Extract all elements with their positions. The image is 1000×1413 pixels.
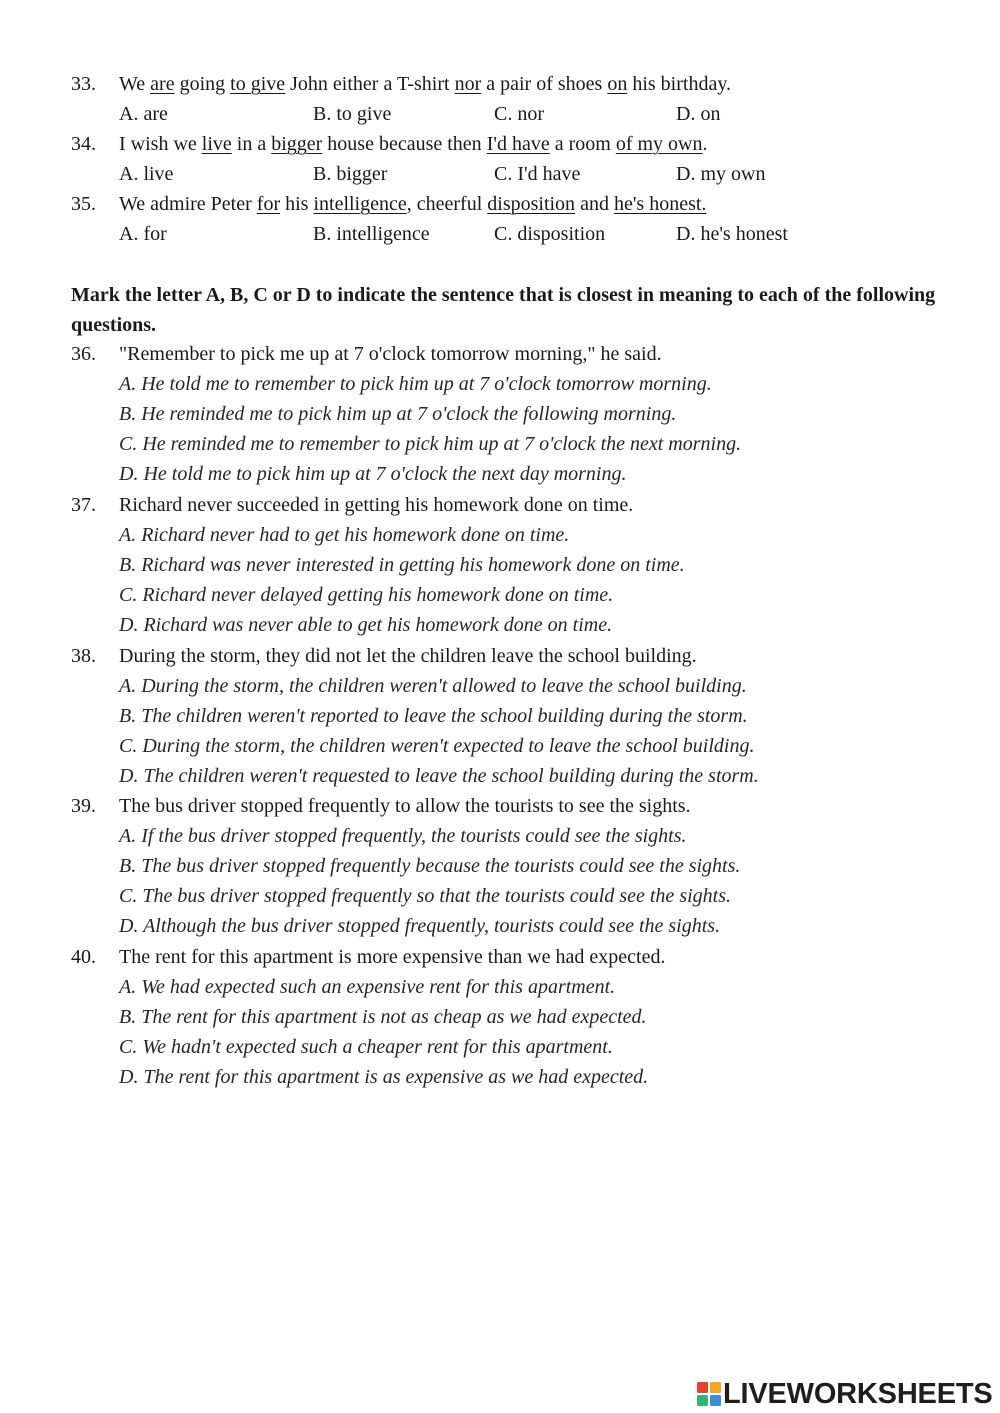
option-a[interactable]: A. During the storm, the children weren't allowed to leave the school building. (119, 675, 747, 697)
underlined-part: nor (454, 73, 482, 95)
option-d[interactable]: D. The rent for this apartment is as expensive as we had expected. (119, 1066, 649, 1088)
underlined-part: are (150, 73, 175, 95)
option-c[interactable]: C. disposition (494, 223, 606, 245)
option-d[interactable]: D. Although the bus driver stopped frequently, tourists could see the sights. (119, 915, 721, 937)
section-instruction: Mark the letter A, B, C or D to indicate the sentence that is closest in meaning to each of the following questions. (71, 284, 936, 336)
question-stem: "Remember to pick me up at 7 o'clock tomorrow morning," he said. (119, 343, 662, 365)
option-d[interactable]: D. He told me to pick him up at 7 o'clock the next day morning. (119, 463, 627, 485)
question-stem: Richard never succeeded in getting his homework done on time. (119, 494, 634, 516)
underlined-part: for (256, 193, 281, 215)
question-number: 40. (71, 946, 96, 968)
option-a[interactable]: A. for (119, 223, 167, 245)
question-number: 39. (71, 795, 96, 817)
question-number: 33. (71, 73, 96, 95)
question-number: 38. (71, 645, 96, 667)
underlined-part: to give (230, 73, 286, 95)
option-d[interactable]: D. on (676, 103, 721, 125)
option-c[interactable]: C. I'd have (494, 163, 581, 185)
option-b[interactable]: B. The children weren't reported to leave the school building during the storm. (119, 705, 748, 727)
question-stem: We admire Peter for his intelligence, cheerful disposition and he's honest. (119, 193, 707, 215)
option-c[interactable]: C. Richard never delayed getting his homework done on time. (119, 584, 614, 606)
option-d[interactable]: D. Richard was never able to get his homework done on time. (119, 614, 613, 636)
question-stem: I wish we live in a bigger house because then I'd have a room of my own. (119, 133, 708, 155)
question-stem: We are going to give John either a T-shirt nor a pair of shoes on his birthday. (119, 73, 732, 95)
question-number: 37. (71, 494, 96, 516)
underlined-part: live (201, 133, 232, 155)
question-stem: The bus driver stopped frequently to allow the tourists to see the sights. (119, 795, 691, 817)
option-b[interactable]: B. bigger (313, 163, 388, 185)
logo-blocks-icon (697, 1382, 721, 1406)
underlined-part: I'd have (486, 133, 550, 155)
underlined-part: of my own (615, 133, 703, 155)
option-c[interactable]: C. nor (494, 103, 544, 125)
option-a[interactable]: A. If the bus driver stopped frequently, the tourists could see the sights. (119, 825, 687, 847)
option-a[interactable]: A. We had expected such an expensive rent for this apartment. (119, 976, 616, 998)
underlined-part: bigger (271, 133, 323, 155)
question-stem: During the storm, they did not let the children leave the school building. (119, 645, 697, 667)
underlined-part: on (607, 73, 628, 95)
underlined-part: he's honest. (613, 193, 707, 215)
option-b[interactable]: B. to give (313, 103, 392, 125)
option-d[interactable]: D. my own (676, 163, 766, 185)
option-d[interactable]: D. he's honest (676, 223, 788, 245)
option-b[interactable]: B. The bus driver stopped frequently because the tourists could see the sights. (119, 855, 741, 877)
logo-block (710, 1382, 721, 1393)
logo-block (697, 1395, 708, 1406)
option-c[interactable]: C. He reminded me to remember to pick him up at 7 o'clock the next morning. (119, 433, 742, 455)
underlined-part: disposition (487, 193, 576, 215)
option-c[interactable]: C. We hadn't expected such a cheaper rent for this apartment. (119, 1036, 613, 1058)
logo-block (697, 1382, 708, 1393)
underlined-part: intelligence (313, 193, 407, 215)
option-b[interactable]: B. intelligence (313, 223, 430, 245)
logo-block (710, 1395, 721, 1406)
option-c[interactable]: C. The bus driver stopped frequently so that the tourists could see the sights. (119, 885, 731, 907)
question-number: 35. (71, 193, 96, 215)
option-d[interactable]: D. The children weren't requested to leave the school building during the storm. (119, 765, 759, 787)
option-a[interactable]: A. Richard never had to get his homework done on time. (119, 524, 570, 546)
liveworksheets-logo[interactable] (697, 1377, 993, 1411)
question-number: 34. (71, 133, 96, 155)
question-stem: The rent for this apartment is more expensive than we had expected. (119, 946, 666, 968)
option-a[interactable]: A. He told me to remember to pick him up at 7 o'clock tomorrow morning. (119, 373, 712, 395)
option-b[interactable]: B. Richard was never interested in getting his homework done on time. (119, 554, 685, 576)
option-a[interactable]: A. live (119, 163, 174, 185)
logo-text: LIVEWORKSHEETS (723, 1377, 993, 1410)
option-a[interactable]: A. are (119, 103, 168, 125)
option-b[interactable]: B. The rent for this apartment is not as cheap as we had expected. (119, 1006, 647, 1028)
question-number: 36. (71, 343, 96, 365)
option-c[interactable]: C. During the storm, the children weren't expected to leave the school building. (119, 735, 755, 757)
option-b[interactable]: B. He reminded me to pick him up at 7 o'clock the following morning. (119, 403, 677, 425)
